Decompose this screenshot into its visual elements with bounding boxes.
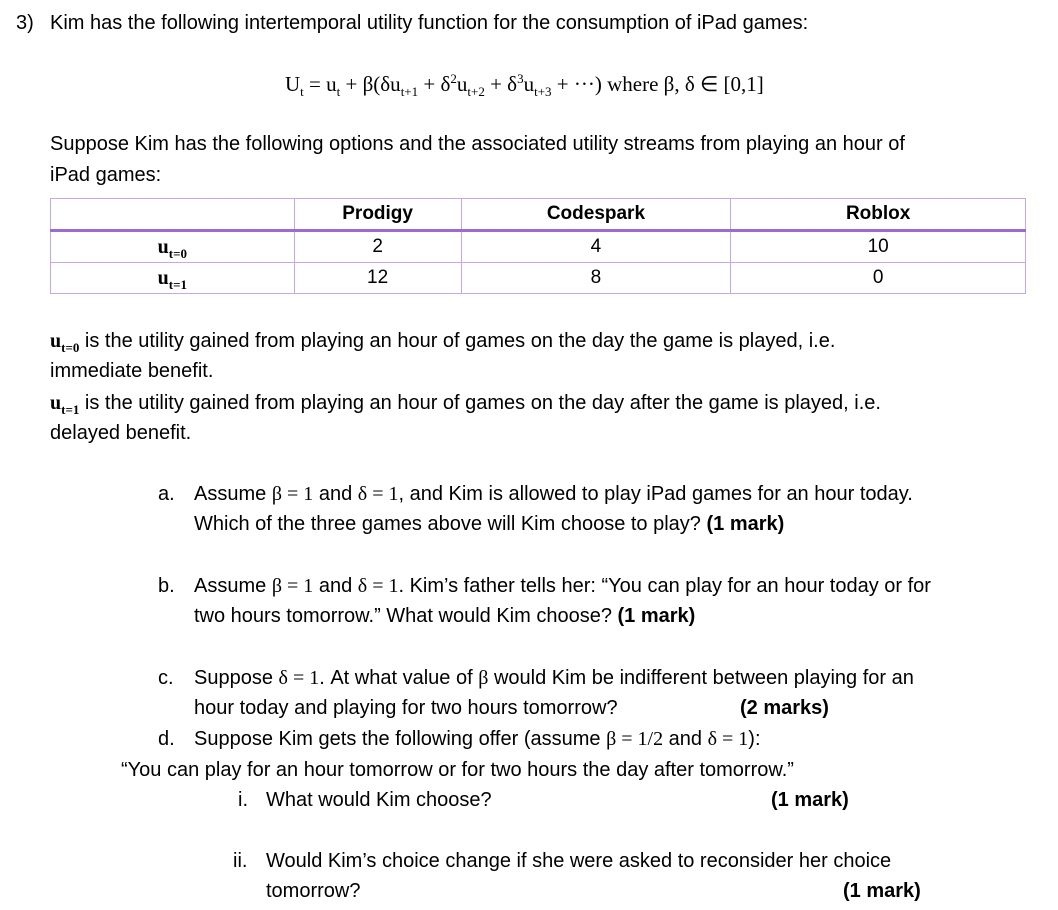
table-header-row: [51, 199, 1026, 231]
part-d-label: d.: [158, 728, 175, 750]
table-row: [51, 231, 1026, 263]
table-header-cell: Prodigy: [294, 199, 461, 231]
part-c-text-2: hour today and playing for two hours tomorrow?: [194, 697, 618, 719]
part-d-quote: “You can play for an hour tomorrow or for two hours the day after tomorrow.”: [121, 759, 794, 781]
part-c-text: Suppose δ = 1. At what value of β would Kim be indifferent between playing for an: [194, 667, 914, 689]
part-dii-label: ii.: [233, 850, 248, 872]
definition-immediate: $u_{t=0}$ is the utility gained from playing an hour of games on the day the game is played, i.e.: [50, 330, 836, 355]
table-cell: 12: [294, 263, 461, 294]
question-number: 3): [16, 12, 34, 34]
table-cell: 2: [294, 231, 461, 263]
row-label: $u_{t=0}$: [51, 231, 295, 263]
part-di-marks: (1 mark): [771, 789, 849, 811]
part-b-text: Assume β = 1 and δ = 1. Kim’s father tells her: “You can play for an hour today or for: [194, 575, 931, 597]
row-label: $u_{t=1}$: [51, 263, 295, 294]
part-a-text-2: Which of the three games above will Kim choose to play? (1 mark): [194, 513, 785, 535]
part-d-text: Suppose Kim gets the following offer (assume β = 1/2 and δ = 1):: [194, 728, 761, 750]
part-a-text: Assume β = 1 and δ = 1, and Kim is allowed to play iPad games for an hour today.: [194, 483, 913, 505]
options-table: [50, 198, 1026, 294]
part-c-marks: (2 marks): [740, 697, 829, 719]
table-header-cell: [51, 199, 295, 231]
options-text-2: iPad games:: [50, 164, 162, 186]
table-cell: 10: [731, 231, 1026, 263]
question-intro: Kim has the following intertemporal utility function for the consumption of iPad games:: [50, 12, 809, 34]
table-cell: 0: [731, 263, 1026, 294]
definition-immediate-2: immediate benefit.: [50, 360, 214, 382]
part-b-text-2: two hours tomorrow.” What would Kim choose? (1 mark): [194, 605, 696, 627]
part-dii-text: Would Kim’s choice change if she were asked to reconsider her choice: [266, 850, 892, 872]
part-di-label: i.: [238, 789, 248, 811]
part-c-label: c.: [158, 667, 174, 689]
table-cell: 8: [461, 263, 731, 294]
part-dii-marks: (1 mark): [843, 880, 921, 902]
part-di-text: What would Kim choose?: [266, 789, 492, 811]
part-b-label: b.: [158, 575, 175, 597]
part-dii-text-2: tomorrow?: [266, 880, 361, 902]
definition-delayed-2: delayed benefit.: [50, 422, 192, 444]
table-header-cell: Roblox: [731, 199, 1026, 231]
marks-label: (1 mark): [617, 605, 696, 627]
table-row: [51, 263, 1026, 294]
part-a-label: a.: [158, 483, 175, 505]
definition-delayed: $u_{t=1}$ is the utility gained from playing an hour of games on the day after the game is played, i.e.: [50, 392, 881, 417]
options-text: Suppose Kim has the following options and the associated utility streams from playing an hour of: [50, 133, 905, 155]
table-cell: 4: [461, 231, 731, 263]
marks-label: (1 mark): [706, 513, 785, 535]
utility-formula: $U_t = u_t + \beta(\delta u_{t+1} + \delta^2u_{t+2} + \delta^3u_{t+3}$ + ···) where β, δ ∈ [0,1]: [285, 71, 764, 100]
table-header-cell: Codespark: [461, 199, 731, 231]
